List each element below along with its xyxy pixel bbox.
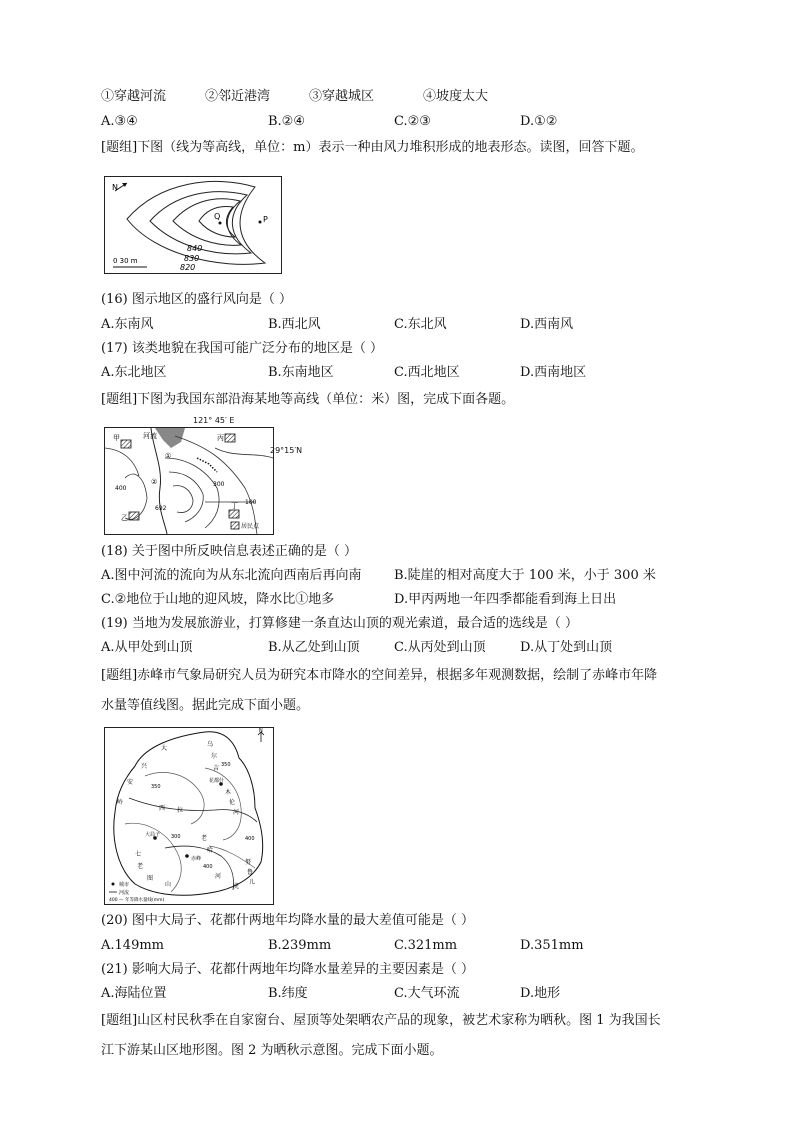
char-11: 西 bbox=[159, 805, 166, 812]
q20-choice-a: A.149mm bbox=[101, 938, 164, 953]
char-20: 虎 bbox=[233, 883, 240, 890]
q16-stem: (16) 图示地区的盛行风向是（ ） bbox=[101, 292, 292, 307]
legend-label: 居民点 bbox=[241, 523, 260, 530]
choice-d: D.①② bbox=[520, 114, 558, 129]
char-18: 鲁 bbox=[247, 869, 254, 876]
cliff-mark bbox=[197, 458, 217, 472]
q16-choice-d: D.西南风 bbox=[520, 317, 574, 332]
legend-city-icon bbox=[112, 883, 115, 886]
char-12: 拉 bbox=[177, 807, 184, 814]
char-15: 图 bbox=[147, 875, 154, 882]
label-p: P bbox=[263, 215, 268, 224]
choice-c: C.②③ bbox=[394, 114, 431, 129]
group3-stem-line1: [题组]赤峰市气象局研究人员为研究本市降水的空间差异，根据多年观测数据，绘制了赤峰市年降 bbox=[101, 668, 658, 683]
longitude-label: 121° 45′ E bbox=[193, 416, 235, 425]
legend-river: 河流 bbox=[119, 890, 130, 896]
char-21: 老 bbox=[201, 835, 208, 842]
char-4: 岭 bbox=[117, 799, 124, 806]
point-p bbox=[259, 221, 262, 224]
height-100: 100 bbox=[245, 499, 257, 506]
char-16: 山 bbox=[165, 881, 172, 888]
choice-a: A.③④ bbox=[101, 114, 138, 129]
q19-choice-b: B.从乙处到山顶 bbox=[268, 640, 360, 655]
place-ding-box bbox=[229, 510, 239, 518]
char-14: 老 bbox=[137, 863, 144, 870]
q18-choice-a: A.图中河流的流向为从东北流向西南后再向南 bbox=[101, 568, 362, 583]
label-q: Q bbox=[214, 212, 221, 221]
option-3: ③穿越城区 bbox=[309, 89, 375, 104]
dune-contour-figure bbox=[104, 176, 282, 274]
scale-label: 0 30 m bbox=[113, 257, 138, 265]
q19-choice-c: C.从丙处到山顶 bbox=[394, 640, 486, 655]
group4-stem-line2: 江下游某山区地形图。图 2 为晒秋示意图。完成下面小题。 bbox=[101, 1043, 443, 1058]
coastal-contour-figure bbox=[104, 427, 274, 535]
height-400: 400 bbox=[115, 485, 127, 492]
q21-choice-b: B.纬度 bbox=[268, 986, 308, 1001]
isoline-label-2: 350 bbox=[151, 784, 161, 790]
q20-stem: (20) 图中大局子、花都什两地年均降水量的最大差值可能是（ ） bbox=[101, 913, 474, 928]
char-23: 河 bbox=[215, 873, 222, 880]
chifeng-map-svg bbox=[105, 728, 273, 904]
coastal-map-svg bbox=[105, 428, 273, 534]
q17-choice-c: C.西北地区 bbox=[394, 365, 460, 380]
group2-stem: [题组]下图为我国东部沿海某地等高线（单位：米）图，完成下面各题。 bbox=[101, 392, 515, 407]
q16-choice-a: A.东南风 bbox=[101, 317, 154, 332]
q16-choice-c: C.东北风 bbox=[394, 317, 447, 332]
height-300: 300 bbox=[213, 481, 225, 488]
chifeng-rainfall-figure bbox=[104, 727, 274, 905]
isoline-label-1: 350 bbox=[221, 762, 231, 768]
q18-choice-d: D.甲丙两地一年四季都能看到海上日出 bbox=[394, 592, 617, 607]
north-label: N bbox=[259, 728, 263, 734]
char-8: 木 bbox=[225, 789, 232, 796]
q21-choice-d: D.地形 bbox=[520, 986, 561, 1001]
city-label-huadushi: 花都什 bbox=[209, 778, 225, 784]
char-7: 吉 bbox=[213, 765, 220, 772]
label-river: 河流 bbox=[143, 432, 157, 440]
q20-choice-d: D.351mm bbox=[520, 938, 584, 953]
group4-stem-line1: [题组]山区村民秋季在自家窗台、屋顶等处架晒农产品的现象，被艺术家称为晒秋。图 1 为我国长 bbox=[101, 1013, 661, 1028]
q21-choice-a: A.海陆位置 bbox=[101, 986, 167, 1001]
point-q bbox=[219, 222, 222, 225]
q20-choice-c: C.321mm bbox=[394, 938, 458, 953]
contour-label-830: 830 bbox=[184, 254, 200, 263]
char-6: 尔 bbox=[211, 753, 218, 760]
choice-b: B.②④ bbox=[268, 114, 305, 129]
q19-stem: (19) 当地为发展旅游业，打算修建一条直达山顶的观光索道，最合适的选线是（ ） bbox=[101, 616, 578, 631]
q18-choice-b: B.陡崖的相对高度大于 100 米，小于 300 米 bbox=[394, 568, 656, 583]
mark-2: ② bbox=[151, 478, 158, 486]
contour-label-840: 840 bbox=[187, 244, 203, 253]
char-17: 努 bbox=[245, 859, 252, 866]
option-4: ④坡度太大 bbox=[423, 89, 489, 104]
char-13: 七 bbox=[135, 851, 142, 858]
place-bing-box bbox=[225, 434, 235, 442]
isoline-label-5: 400 bbox=[203, 864, 213, 870]
height-692: 692 bbox=[155, 505, 167, 512]
char-22: 哈 bbox=[207, 847, 214, 854]
dune-map-svg bbox=[105, 177, 281, 273]
city-label-dajuzi: 大局子 bbox=[145, 832, 161, 838]
char-9: 伦 bbox=[229, 799, 236, 806]
char-10: 河 bbox=[233, 809, 240, 816]
legend-isoline: 400 — 年等降水量线(mm) bbox=[109, 898, 165, 903]
label-jia: 甲 bbox=[113, 434, 120, 442]
option-1: ①穿越河流 bbox=[101, 89, 167, 104]
char-5: 乌 bbox=[207, 741, 214, 748]
option-2: ②邻近港湾 bbox=[205, 89, 271, 104]
q17-choice-b: B.东南地区 bbox=[268, 365, 334, 380]
q21-choice-c: C.大气环流 bbox=[394, 986, 460, 1001]
place-jia-box bbox=[121, 440, 131, 448]
q18-stem: (18) 关于图中所反映信息表述正确的是（ ） bbox=[101, 544, 357, 559]
label-bing: 丙 bbox=[217, 434, 224, 442]
q20-choice-b: B.239mm bbox=[268, 938, 332, 953]
q19-choice-a: A.从甲处到山顶 bbox=[101, 640, 193, 655]
group3-stem-line2: 水量等值线图。据此完成下面小题。 bbox=[101, 698, 310, 713]
place-yi-box bbox=[129, 512, 139, 520]
char-19: 儿 bbox=[249, 879, 256, 886]
char-3: 安 bbox=[127, 779, 134, 786]
q16-choice-b: B.西北风 bbox=[268, 317, 321, 332]
q21-stem: (21) 影响大局子、花都什两地年均降水量差异的主要因素是（ ） bbox=[101, 962, 474, 977]
group1-stem: [题组]下图（线为等高线，单位：m）表示一种由风力堆积形成的地表形态。读图，回答下题。 bbox=[101, 140, 644, 155]
legend-box bbox=[231, 522, 239, 529]
q19-choice-d: D.从丁处到山顶 bbox=[520, 640, 613, 655]
char-2: 兴 bbox=[141, 763, 148, 770]
mark-1: ① bbox=[165, 452, 172, 460]
isoline-label-4: 300 bbox=[171, 834, 181, 840]
city-boundary bbox=[114, 732, 263, 895]
label-yi: 乙 bbox=[121, 514, 128, 522]
legend-city: 城市 bbox=[119, 882, 130, 888]
q17-stem: (17) 该类地貌在我国可能广泛分布的地区是（ ） bbox=[101, 341, 383, 356]
q17-choice-d: D.西南地区 bbox=[520, 365, 587, 380]
city-label-chifeng: 赤峰 bbox=[191, 856, 202, 862]
isoline-label-3: 400 bbox=[245, 836, 255, 842]
q18-choice-c: C.②地位于山地的迎风坡，降水比①地多 bbox=[101, 592, 335, 607]
contour-label-820: 820 bbox=[180, 263, 196, 272]
latitude-label: 29°15′N bbox=[270, 446, 303, 455]
north-label: N bbox=[112, 183, 118, 192]
label-ding: 丁 bbox=[231, 502, 238, 510]
q17-choice-a: A.东北地区 bbox=[101, 365, 167, 380]
contour-840 bbox=[173, 199, 241, 246]
char-1: 大 bbox=[161, 745, 168, 752]
city-chifeng bbox=[185, 854, 189, 858]
